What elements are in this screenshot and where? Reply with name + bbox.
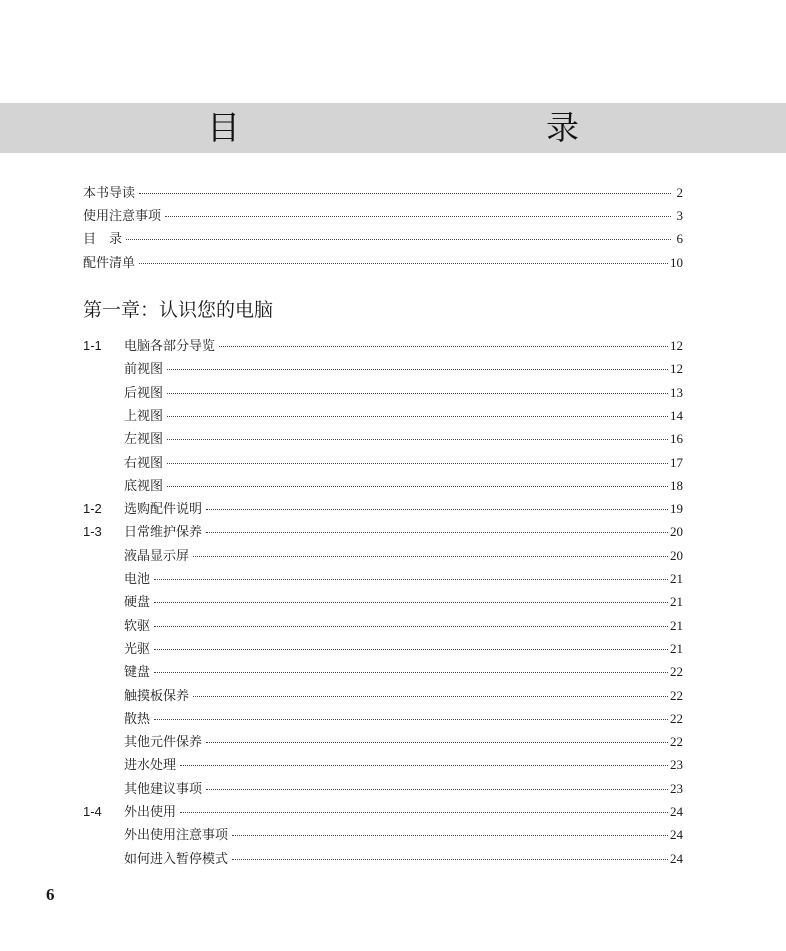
entry-page-number: 21 bbox=[670, 594, 683, 609]
toc-entry[interactable] bbox=[124, 592, 683, 613]
title-band bbox=[0, 103, 786, 153]
entry-label: 软驱 bbox=[124, 619, 151, 634]
entry-page-number: 13 bbox=[670, 385, 683, 400]
toc-row bbox=[83, 406, 683, 426]
entry-page-number: 19 bbox=[670, 501, 683, 516]
dot-leader bbox=[167, 369, 668, 370]
entry-label: 硬盘 bbox=[124, 595, 151, 610]
toc-row bbox=[83, 849, 683, 869]
toc-row bbox=[83, 453, 683, 473]
dot-leader bbox=[206, 742, 668, 743]
entry-label: 底视图 bbox=[124, 479, 164, 494]
dot-leader bbox=[167, 463, 668, 464]
entry-label: 左视图 bbox=[124, 432, 164, 447]
dot-leader bbox=[232, 859, 668, 860]
entry-page-number: 21 bbox=[670, 641, 683, 656]
toc-row bbox=[83, 429, 683, 449]
dot-leader bbox=[154, 719, 668, 720]
section-number: 1-2 bbox=[83, 501, 102, 516]
toc-row bbox=[83, 686, 683, 706]
section-number: 1-4 bbox=[83, 804, 102, 819]
entry-label: 外出使用 bbox=[124, 805, 177, 820]
toc-row bbox=[83, 616, 683, 636]
toc-entry[interactable] bbox=[124, 779, 683, 800]
dot-leader bbox=[154, 649, 668, 650]
toc-entry[interactable] bbox=[124, 662, 683, 683]
entry-label: 如何进入暂停模式 bbox=[124, 852, 229, 867]
entry-label: 液晶显示屏 bbox=[124, 549, 190, 564]
entry-page-number: 23 bbox=[670, 757, 683, 772]
toc-entry[interactable] bbox=[124, 755, 683, 776]
entry-label: 右视图 bbox=[124, 456, 164, 471]
entry-page-number: 18 bbox=[670, 478, 683, 493]
toc-row bbox=[83, 229, 683, 249]
toc-row bbox=[83, 709, 683, 729]
toc-row bbox=[83, 336, 683, 356]
entry-label: 前视图 bbox=[124, 362, 164, 377]
entry-label: 电池 bbox=[124, 572, 151, 587]
entry-label: 选购配件说明 bbox=[124, 502, 203, 517]
toc-row bbox=[83, 662, 683, 682]
entry-page-number: 22 bbox=[670, 664, 683, 679]
toc-row bbox=[83, 592, 683, 612]
dot-leader bbox=[154, 579, 668, 580]
dot-leader bbox=[154, 626, 668, 627]
page-title: 目 录 bbox=[207, 108, 659, 147]
entry-label: 进水处理 bbox=[124, 758, 177, 773]
toc-entry[interactable] bbox=[124, 686, 683, 707]
toc-entry[interactable] bbox=[124, 825, 683, 846]
toc-row bbox=[83, 755, 683, 775]
entry-label: 触摸板保养 bbox=[124, 689, 190, 704]
section-number: 1-1 bbox=[83, 338, 102, 353]
entry-label: 电脑各部分导览 bbox=[124, 339, 216, 354]
dot-leader bbox=[180, 765, 668, 766]
dot-leader bbox=[206, 532, 668, 533]
dot-leader bbox=[167, 439, 668, 440]
toc-row bbox=[83, 779, 683, 799]
entry-page-number: 21 bbox=[670, 571, 683, 586]
dot-leader bbox=[167, 416, 668, 417]
entry-label: 目 录 bbox=[83, 232, 123, 247]
toc-entry[interactable] bbox=[124, 546, 683, 567]
dot-leader bbox=[139, 193, 671, 194]
entry-page-number: 21 bbox=[670, 618, 683, 633]
toc-row bbox=[83, 522, 683, 542]
entry-page-number: 14 bbox=[670, 408, 683, 423]
toc-entry[interactable] bbox=[124, 849, 683, 870]
toc-row bbox=[83, 825, 683, 845]
toc-row bbox=[83, 639, 683, 659]
toc-entry[interactable] bbox=[124, 359, 683, 380]
entry-page-number: 22 bbox=[670, 711, 683, 726]
entry-page-number: 12 bbox=[670, 338, 683, 353]
dot-leader bbox=[167, 486, 668, 487]
entry-label: 日常维护保养 bbox=[124, 525, 203, 540]
entry-page-number: 12 bbox=[670, 361, 683, 376]
entry-label: 光驱 bbox=[124, 642, 151, 657]
toc-row bbox=[83, 546, 683, 566]
toc-entry[interactable] bbox=[83, 253, 683, 274]
toc-row bbox=[83, 359, 683, 379]
page-number: 6 bbox=[46, 885, 55, 904]
dot-leader bbox=[206, 509, 668, 510]
toc-entry[interactable] bbox=[83, 183, 683, 204]
entry-label: 其他元件保养 bbox=[124, 735, 203, 750]
toc-row bbox=[83, 476, 683, 496]
entry-label: 其他建议事项 bbox=[124, 782, 203, 797]
dot-leader bbox=[232, 835, 668, 836]
toc-entry[interactable] bbox=[124, 569, 683, 590]
toc-entry[interactable] bbox=[124, 336, 683, 357]
dot-leader bbox=[154, 672, 668, 673]
toc-row bbox=[83, 206, 683, 226]
dot-leader bbox=[165, 216, 671, 217]
toc-entry[interactable] bbox=[124, 732, 683, 753]
dot-leader bbox=[126, 239, 671, 240]
entry-page-number: 20 bbox=[670, 548, 683, 563]
toc-row bbox=[83, 802, 683, 822]
entry-page-number: 23 bbox=[670, 781, 683, 796]
dot-leader bbox=[193, 696, 668, 697]
entry-page-number: 24 bbox=[670, 851, 683, 866]
dot-leader bbox=[219, 346, 668, 347]
entry-page-number: 22 bbox=[670, 734, 683, 749]
toc-row bbox=[83, 183, 683, 203]
toc-entry[interactable] bbox=[124, 709, 683, 730]
dot-leader bbox=[167, 393, 668, 394]
toc-row bbox=[83, 383, 683, 403]
entry-page-number: 17 bbox=[670, 455, 683, 470]
entry-label: 上视图 bbox=[124, 409, 164, 424]
toc-entry[interactable] bbox=[124, 499, 683, 520]
entry-label: 使用注意事项 bbox=[83, 209, 162, 224]
entry-label: 本书导读 bbox=[83, 186, 136, 201]
toc-entry[interactable] bbox=[124, 383, 683, 404]
entry-page-number: 3 bbox=[676, 208, 683, 223]
toc-entry[interactable] bbox=[124, 522, 683, 543]
entry-label: 外出使用注意事项 bbox=[124, 828, 229, 843]
dot-leader bbox=[206, 789, 668, 790]
toc-row bbox=[83, 732, 683, 752]
toc-entry[interactable] bbox=[124, 639, 683, 660]
toc-entry[interactable] bbox=[124, 453, 683, 474]
dot-leader bbox=[180, 812, 668, 813]
toc-entry[interactable] bbox=[83, 206, 683, 227]
dot-leader bbox=[139, 263, 668, 264]
section-number: 1-3 bbox=[83, 524, 102, 539]
entry-page-number: 2 bbox=[676, 185, 683, 200]
entry-page-number: 6 bbox=[676, 231, 683, 246]
dot-leader bbox=[193, 556, 668, 557]
toc-row bbox=[83, 499, 683, 519]
entry-page-number: 16 bbox=[670, 431, 683, 446]
toc-entry[interactable] bbox=[124, 802, 683, 823]
entry-page-number: 22 bbox=[670, 688, 683, 703]
toc-entry[interactable] bbox=[124, 429, 683, 450]
dot-leader bbox=[154, 602, 668, 603]
toc-entry[interactable] bbox=[124, 406, 683, 427]
entry-label: 配件清单 bbox=[83, 256, 136, 271]
toc-row bbox=[83, 569, 683, 589]
entry-page-number: 20 bbox=[670, 524, 683, 539]
toc-entry[interactable] bbox=[124, 476, 683, 497]
toc-entry[interactable] bbox=[83, 229, 683, 250]
entry-page-number: 24 bbox=[670, 804, 683, 819]
entry-label: 散热 bbox=[124, 712, 151, 727]
entry-page-number: 10 bbox=[670, 255, 683, 270]
toc-row bbox=[83, 253, 683, 273]
chapter-title: 第一章：认识您的电脑 bbox=[83, 299, 274, 321]
entry-page-number: 24 bbox=[670, 827, 683, 842]
entry-label: 后视图 bbox=[124, 386, 164, 401]
toc-entry[interactable] bbox=[124, 616, 683, 637]
entry-label: 键盘 bbox=[124, 665, 151, 680]
